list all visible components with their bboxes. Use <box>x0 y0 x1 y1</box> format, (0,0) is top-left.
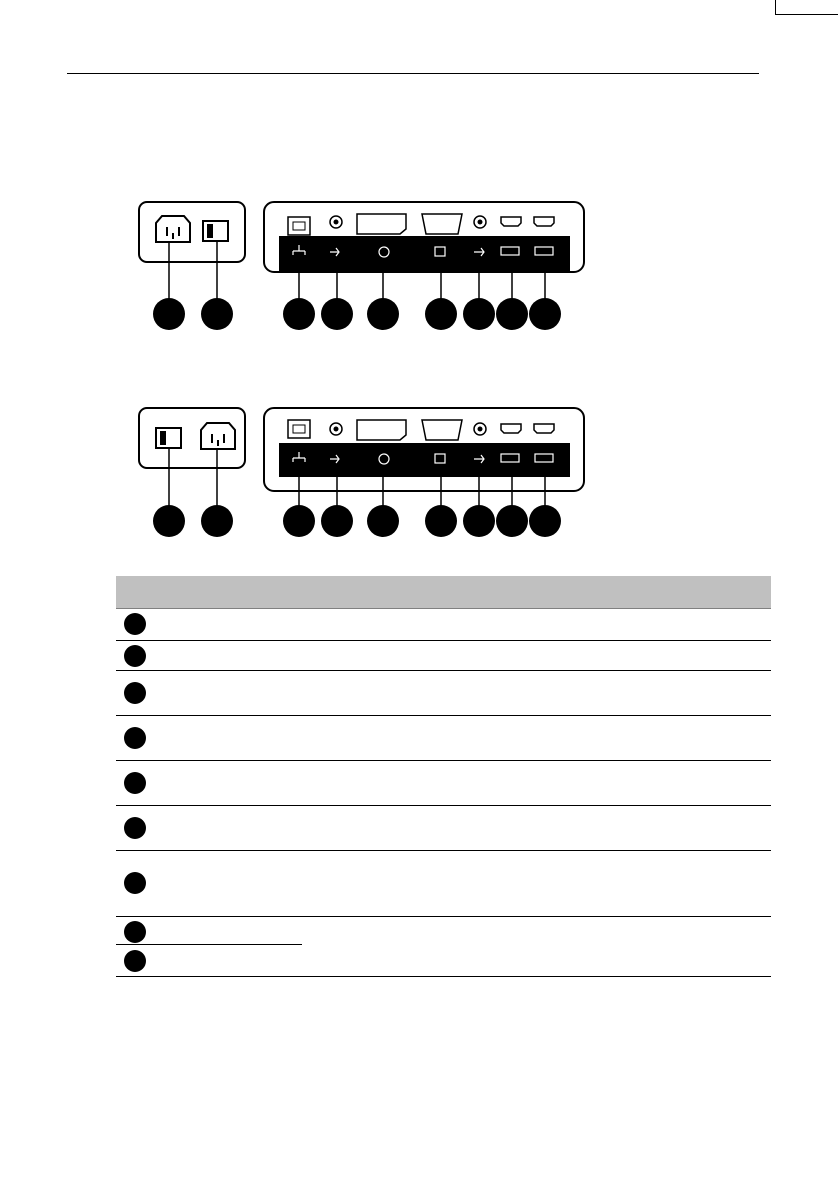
row-number-badge <box>124 727 146 749</box>
callout-2 <box>201 298 233 330</box>
connector-diagram-bottom <box>0 400 838 550</box>
ac-inlet-icon <box>156 216 190 242</box>
row-number-badge <box>124 613 146 635</box>
callout-3 <box>283 298 315 330</box>
diagram-svg-bottom <box>0 400 838 550</box>
row-text <box>156 641 771 670</box>
power-switch-icon <box>156 428 181 448</box>
callout-6 <box>425 505 457 537</box>
callout-3 <box>283 505 315 537</box>
ac-inlet-icon <box>201 423 235 449</box>
row-text <box>156 917 771 946</box>
table-row <box>116 806 771 851</box>
dvi-port <box>357 420 406 440</box>
callout-8 <box>496 505 528 537</box>
row-text <box>156 761 771 805</box>
row-divider-partial <box>116 944 302 945</box>
hdmi-1-port <box>501 424 521 433</box>
callout-9 <box>529 298 561 330</box>
row-text <box>156 851 771 916</box>
callout-6 <box>425 298 457 330</box>
callout-8 <box>496 298 528 330</box>
hdmi-2-port <box>534 217 554 226</box>
row-number-badge <box>124 817 146 839</box>
row-number-badge <box>124 645 146 667</box>
dvi-port <box>357 214 406 234</box>
callout-4 <box>321 505 353 537</box>
callout-2 <box>201 505 233 537</box>
callout-1 <box>153 298 185 330</box>
header-rule <box>67 73 759 74</box>
diagram-svg-top <box>0 193 838 343</box>
power-switch-icon <box>203 221 228 241</box>
table-row <box>116 946 771 977</box>
hdmi-1-port <box>501 217 521 226</box>
connector-diagram-top <box>0 193 838 343</box>
vga-port <box>422 420 462 440</box>
table-header <box>116 576 771 609</box>
callout-7 <box>463 298 495 330</box>
row-text <box>156 609 771 640</box>
connector-table <box>116 576 771 977</box>
callout-4 <box>321 298 353 330</box>
table-row <box>116 917 771 946</box>
table-row <box>116 671 771 716</box>
row-text <box>156 671 771 715</box>
row-number-badge <box>124 921 146 943</box>
crop-mark-vertical <box>775 0 776 14</box>
row-text <box>156 806 771 850</box>
row-number-badge <box>124 872 146 894</box>
crop-mark-horizontal <box>775 14 838 15</box>
table-row <box>116 851 771 917</box>
power-panel <box>139 202 245 262</box>
callout-9 <box>529 505 561 537</box>
callout-5 <box>367 298 399 330</box>
hdmi-2-port <box>534 424 554 433</box>
row-number-badge <box>124 682 146 704</box>
table-row <box>116 641 771 671</box>
row-text <box>156 716 771 760</box>
vga-port <box>422 214 462 234</box>
row-text <box>156 946 771 976</box>
callout-7 <box>463 505 495 537</box>
callout-5 <box>367 505 399 537</box>
row-number-badge <box>124 772 146 794</box>
table-row <box>116 609 771 641</box>
table-row <box>116 716 771 761</box>
callout-1 <box>153 505 185 537</box>
table-row <box>116 761 771 806</box>
row-number-badge <box>124 950 146 972</box>
